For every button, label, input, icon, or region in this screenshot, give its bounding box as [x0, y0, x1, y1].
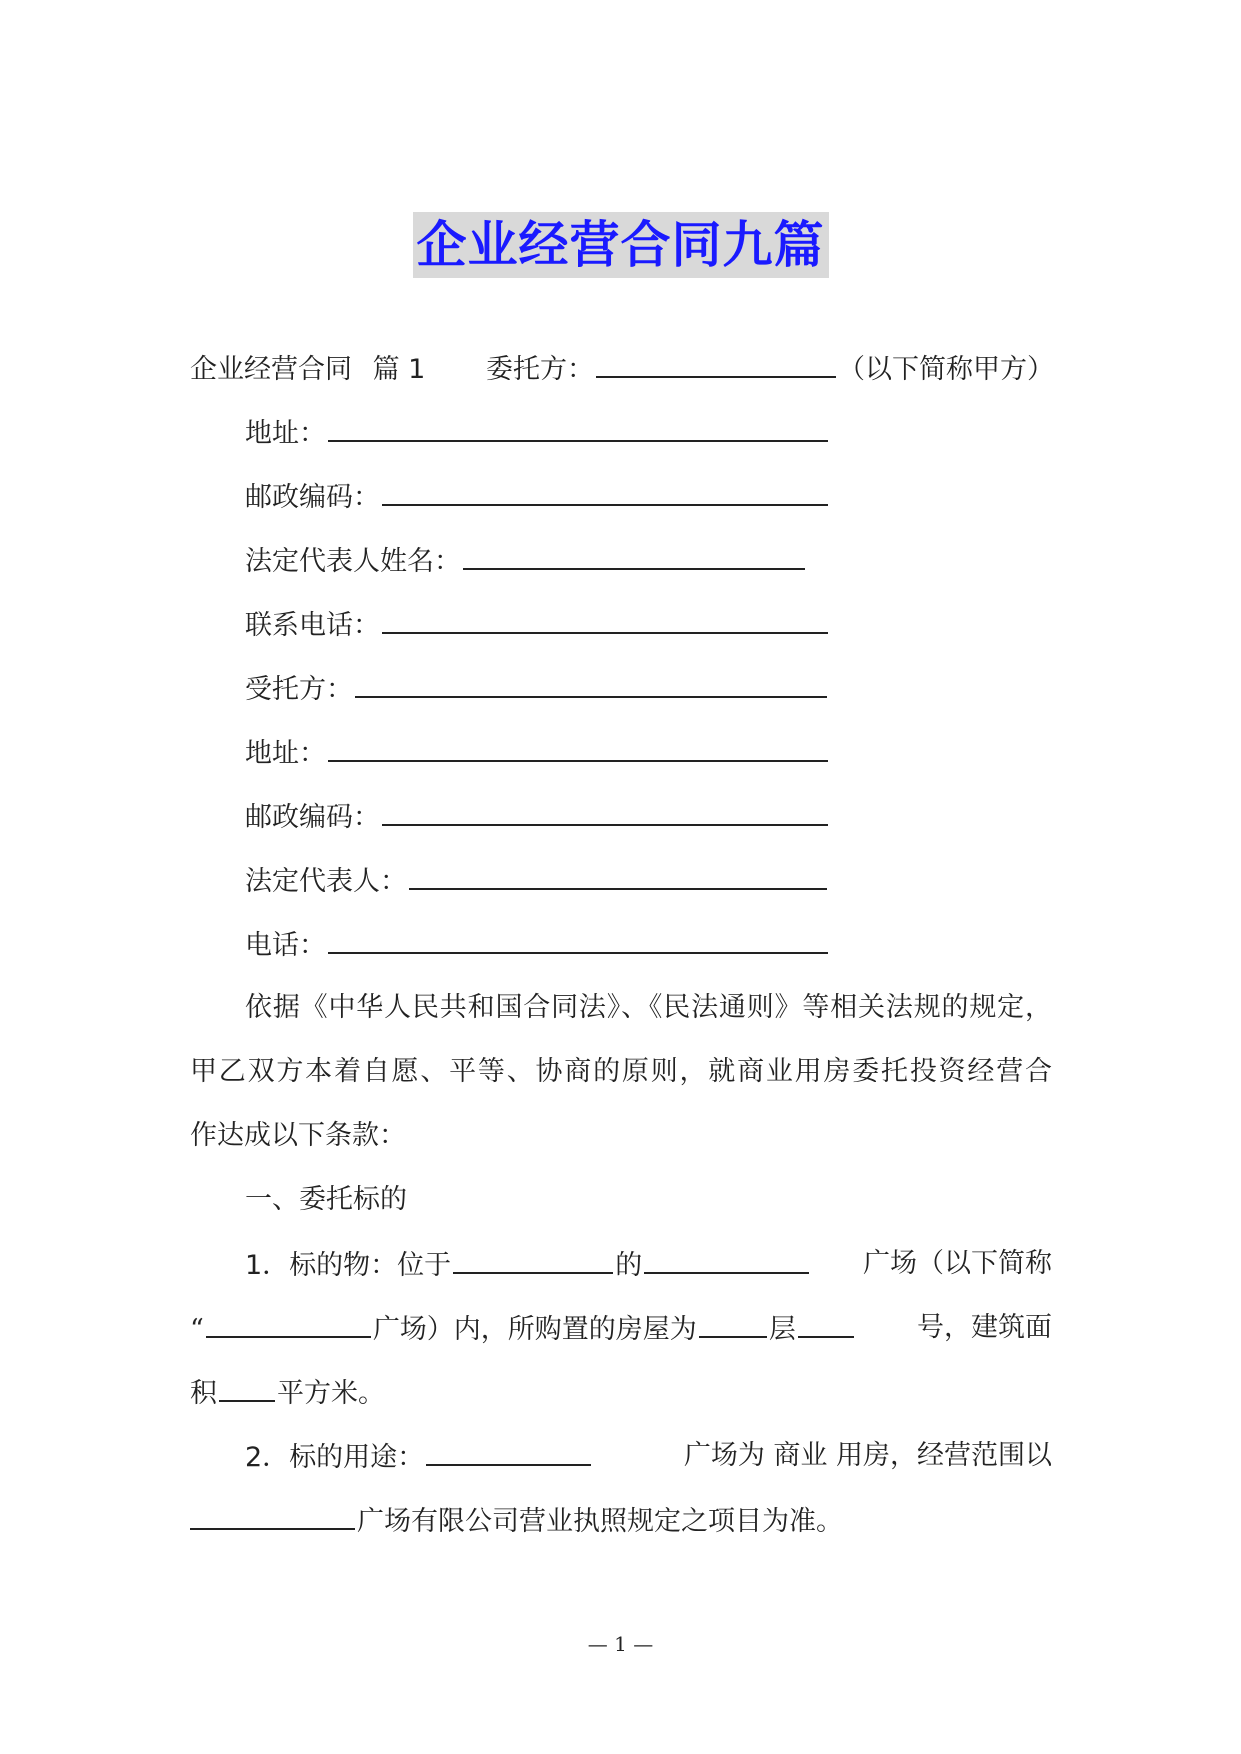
item1-line2 — [190, 1308, 1052, 1350]
field-phone-1 — [245, 604, 830, 646]
field-legal-rep-name — [245, 540, 807, 582]
field-label: 联系电话： — [245, 610, 380, 641]
field-address-2 — [245, 732, 830, 774]
item1-blank-area[interactable] — [219, 1372, 275, 1402]
paragraph1-line1: 依据《中华人民共和国合同法》、《民法通则》等相关法规的规定， — [245, 992, 1052, 1023]
item1-text-a: 标的物：位于 — [289, 1250, 452, 1281]
field-blank[interactable] — [382, 604, 828, 634]
item1-blank-location[interactable] — [453, 1244, 613, 1274]
field-blank[interactable] — [382, 796, 828, 826]
document-title: 企业经营合同九篇 — [413, 212, 829, 278]
section-number: 篇 1 — [372, 354, 426, 385]
field-blank[interactable] — [382, 476, 828, 506]
item1-text-g: 号，建筑面 — [917, 1312, 1052, 1343]
entrustor-suffix: （以下简称甲方） — [837, 354, 1054, 385]
item1-text-h: 积 — [190, 1378, 217, 1409]
field-label: 邮政编码： — [245, 482, 380, 513]
page-number: — 1 — — [587, 1632, 654, 1656]
field-label: 地址： — [245, 418, 326, 449]
field-phone-2 — [245, 924, 830, 966]
item1-line3 — [190, 1372, 385, 1414]
field-address-1 — [245, 412, 830, 454]
section-label: 企业经营合同 — [190, 354, 352, 385]
field-label: 地址： — [245, 738, 326, 769]
item1-blank-floor[interactable] — [699, 1308, 767, 1338]
item1-quote: “ — [190, 1314, 204, 1345]
item2-text-a: 标的用途： — [289, 1442, 425, 1473]
item2-blank-company[interactable] — [190, 1500, 355, 1530]
field-label: 邮政编码： — [245, 802, 380, 833]
entrustor-blank[interactable] — [596, 348, 836, 378]
item1-blank-shortname[interactable] — [206, 1308, 371, 1338]
field-label: 法定代表人姓名： — [245, 546, 461, 577]
field-blank[interactable] — [328, 412, 828, 442]
field-blank[interactable] — [409, 860, 827, 890]
item2-text-c: 广场有限公司营业执照规定之项目为准。 — [357, 1506, 843, 1537]
field-legal-rep — [245, 860, 829, 902]
paragraph1-line3: 作达成以下条款： — [190, 1120, 406, 1151]
field-label: 电话： — [245, 930, 326, 961]
entrustor-label: 委托方： — [485, 354, 594, 385]
item1-number: 1． — [245, 1250, 290, 1281]
title-container — [0, 212, 1241, 278]
field-label: 法定代表人： — [245, 866, 407, 897]
item1-blank-plaza[interactable] — [644, 1244, 809, 1274]
heading-entrust-subject: 一、委托标的 — [245, 1184, 407, 1215]
item2-text-b: 广场为 商业 用房，经营范围以 — [683, 1440, 1052, 1471]
item1-text-c: 广场（以下简称 — [863, 1248, 1052, 1279]
item1-blank-number[interactable] — [798, 1308, 854, 1338]
item2-number: 2． — [245, 1442, 290, 1473]
field-trustee — [245, 668, 829, 710]
paragraph1-line2: 甲乙双方本着自愿、平等、协商的原则，就商业用房委托投资经营合 — [190, 1056, 1052, 1087]
field-blank[interactable] — [328, 924, 828, 954]
item2-line1 — [245, 1436, 1052, 1478]
item1-text-i: 平方米。 — [277, 1378, 385, 1409]
item1-text-e: 广场）内，所购置的房屋为 — [372, 1314, 697, 1345]
item1-line1 — [245, 1244, 1052, 1286]
item1-text-f: 层 — [768, 1314, 796, 1345]
field-label: 受托方： — [245, 674, 353, 705]
item2-line2 — [190, 1500, 843, 1542]
field-postcode-2 — [245, 796, 830, 838]
field-postcode-1 — [245, 476, 830, 518]
field-blank[interactable] — [463, 540, 805, 570]
field-blank[interactable] — [355, 668, 827, 698]
item1-text-b: 的 — [615, 1250, 643, 1281]
item2-blank-plaza[interactable] — [426, 1436, 591, 1466]
field-blank[interactable] — [328, 732, 828, 762]
entrustor-line — [190, 348, 1054, 390]
